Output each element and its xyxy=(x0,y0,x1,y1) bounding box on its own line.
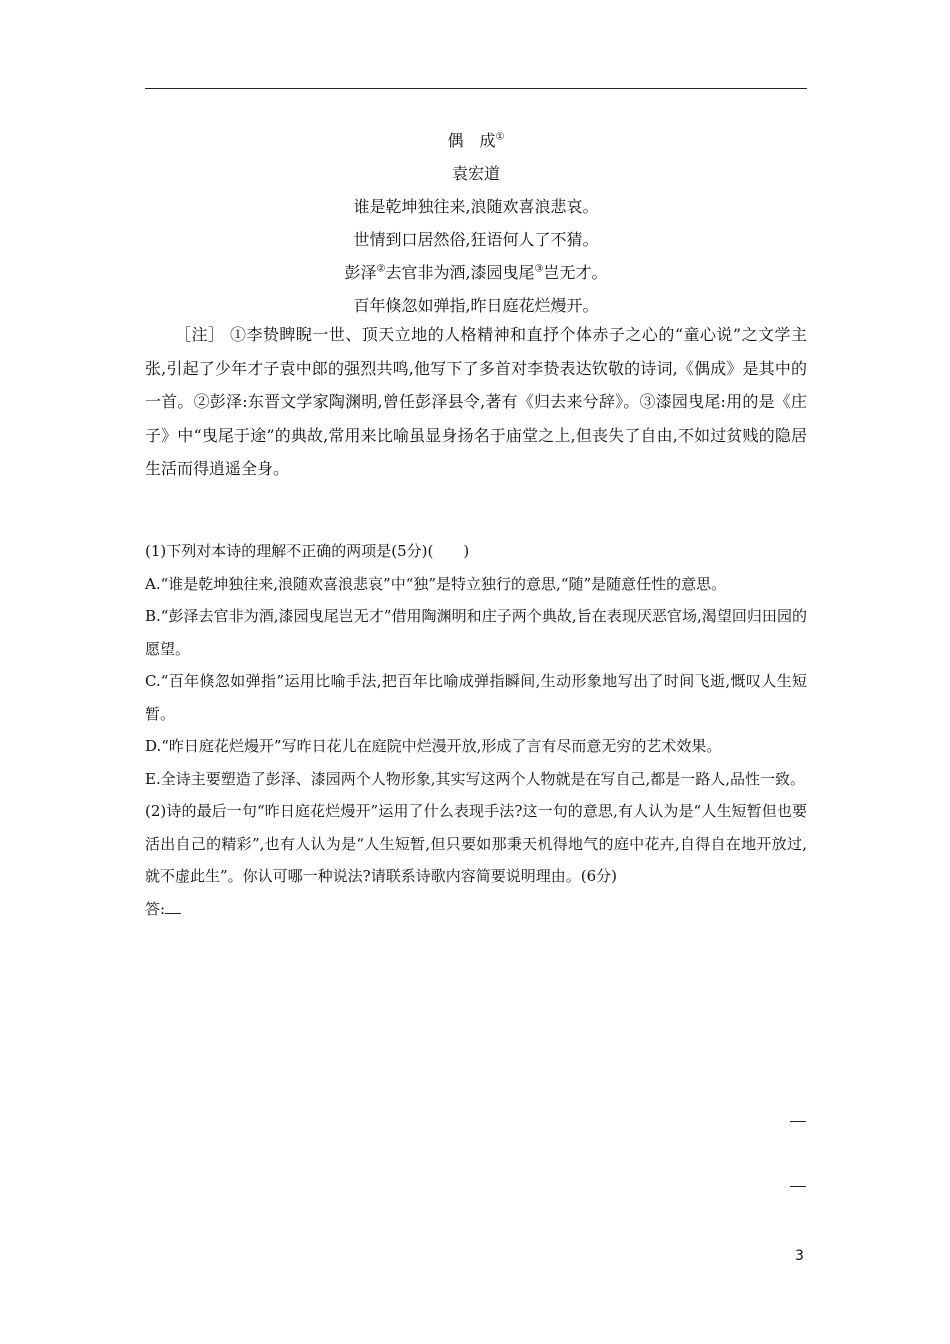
poem-line: 彭泽②去官非为酒,漆园曳尾③岂无才。 xyxy=(344,263,608,282)
question-block xyxy=(145,535,807,925)
option-e: E.全诗主要塑造了彭泽、漆园两个人物形象,其实写这两个人物就是在写自己,都是一路人,品性一致。 xyxy=(145,769,806,788)
page-number: 3 xyxy=(795,1248,804,1264)
poem-notes xyxy=(145,318,807,486)
note-text: ［注］ ①李贽睥睨一世、顶天立地的人格精神和直抒个体赤子之心的“童心说”之文学主张,引起了少年才子袁中郎的强烈共鸣,他写下了多首对李贽表达钦敬的诗词,《偶成》是其中的一首。②彭泽:东晋文学家陶渊明,曾任彭泽县令,著有《归去来兮辞》。③漆园曳尾:用的是《庄子》中“曳尾于途”的典故,常用来比喻虽显身扬名于庙堂之上,但丧失了自由,不如过贫贱的隐居生活而得逍遥全身。 xyxy=(145,325,807,478)
answer-blank[interactable] xyxy=(165,899,181,914)
poem-line: 世情到口居然俗,狂语何人了不猜。 xyxy=(353,230,599,249)
answer-line[interactable] xyxy=(145,893,807,926)
poem-line: 谁是乾坤独往来,浪随欢喜浪悲哀。 xyxy=(353,197,599,216)
answer-blank-line[interactable] xyxy=(790,1186,806,1187)
question-1-stem: (1)下列对本诗的理解不正确的两项是(5分)( ) xyxy=(145,542,470,560)
poem-author: 袁宏道 xyxy=(451,164,500,183)
option-a: A.“谁是乾坤独往来,浪随欢喜浪悲哀”中“独”是特立独行的意思,“随”是随意任性的意思。 xyxy=(145,574,727,593)
option-b: B.“彭泽去官非为酒,漆园曳尾岂无才”借用陶渊明和庄子两个典故,旨在表现厌恶官场,渴望回归田园的愿望。 xyxy=(145,607,807,658)
answer-blank-line[interactable] xyxy=(790,1121,806,1122)
header-rule xyxy=(145,88,807,89)
poem-line: 百年倏忽如弹指,昨日庭花烂熳开。 xyxy=(353,296,599,315)
poem-title: 偶 成① xyxy=(447,131,505,150)
question-2: (2)诗的最后一句“昨日庭花烂熳开”运用了什么表现手法?这一句的意思,有人认为是“人生短暂但也要活出自己的精彩”,也有人认为是“人生短暂,但只要如那秉天机得地气的庭中花卉,自得自在地开放过,就不虚此生”。你认可哪一种说法?请联系诗歌内容简要说明理由。(6分) xyxy=(145,802,807,885)
answer-label: 答: xyxy=(145,899,166,918)
option-c: C.“百年倏忽如弹指”运用比喻手法,把百年比喻成弹指瞬间,生动形象地写出了时间飞逝,慨叹人生短暂。 xyxy=(145,672,807,723)
option-d: D.“昨日庭花烂熳开”写昨日花儿在庭院中烂漫开放,形成了言有尽而意无穷的艺术效果。 xyxy=(145,737,722,755)
